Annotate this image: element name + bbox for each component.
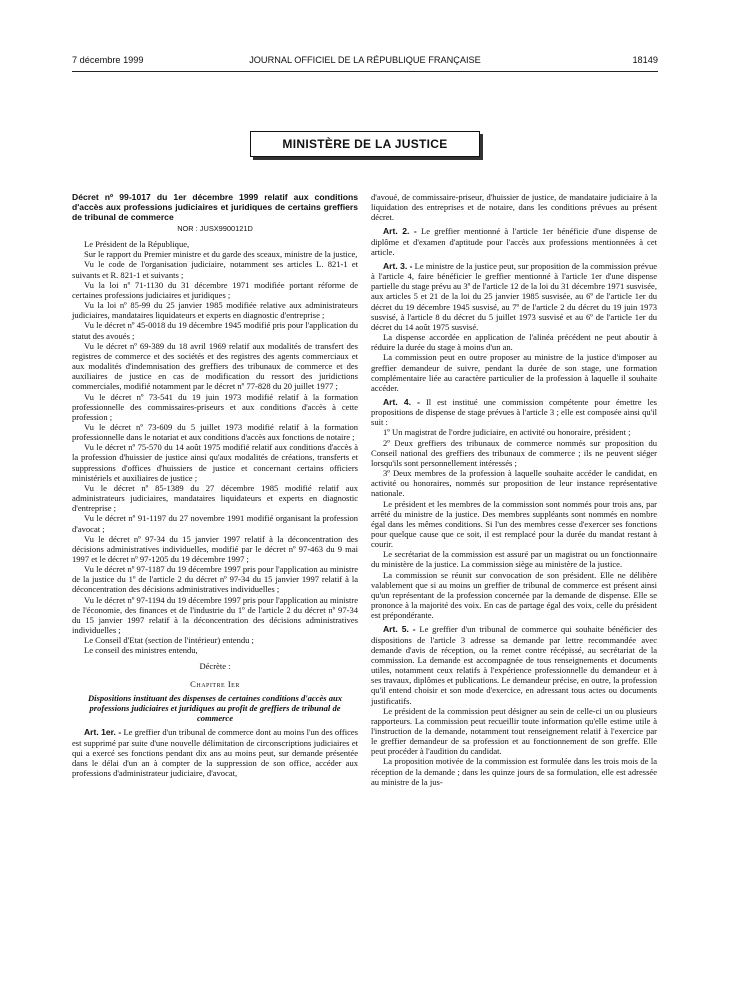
- article-2-label: Art. 2. -: [383, 226, 417, 237]
- visa-paragraph: Vu la loi nº 85-99 du 25 janvier 1985 modifiée relative aux administrateurs judiciaires, mandataires liquidateurs et experts en diagnostic d'entreprise ;: [72, 300, 358, 321]
- article-3-text: Le ministre de la justice peut, sur proposition de la commission prévue à l'article 4, faire bénéficier le greffier mentionné à l'article 1er d'une dispense partielle du stage prévu au 3º de l'article 12 de la loi du 31 décembre 1971 susvisée, aux articles 5 et 21 de la loi du 25 janvier 1985 susvisée, au 6º de l'article 1er du décret du 19 décembre 1945 susvisé, au 7º de l'article 2 du décret du 19 juin 1973 susvisé, à l'article 8 du décret du 5 juillet 1973 susvisé et au 6º de l'article 1er du décret du 14 août 1975 susvisé.: [371, 260, 658, 332]
- visa-paragraph: Vu le décret nº 69-389 du 18 avril 1969 relatif aux modalités de transfert des registres de commerce et des sociétés et des registres des agents commerciaux et aux modalités d'indemnisation des greffiers des tribunaux de commerce et des auxiliaires de justice en cas de modification du ressort des juridictions commerciales, modifié notamment par le décret nº 77-828 du 20 juillet 1977 ;: [72, 340, 358, 392]
- header-rule: [72, 71, 658, 72]
- decrete-line: Décrète :: [199, 660, 231, 671]
- article-4-item: 2º Deux greffiers des tribunaux de commerce nommés sur proposition du Conseil national des greffiers des tribunaux de commerce ; ils ne peuvent siéger lorsqu'ils sont personnellement intéressés ;: [371, 437, 657, 468]
- decree-nor: NOR : JUSX9900121D: [177, 224, 253, 233]
- article-2: [371, 226, 657, 256]
- visa-paragraph: Vu le décret nº 97-1194 du 19 décembre 1997 pris pour l'application au ministre de l'économie, des finances et de l'industrie du 1º de l'article 2 du décret nº 97-34 du 15 janvier 1997 relatif à la déconcentration des décisions administratives individuelles ;: [72, 594, 358, 636]
- article-4: [371, 397, 657, 427]
- left-column: [72, 192, 358, 778]
- article-1-text: Le greffier d'un tribunal de commerce dont au moins l'un des offices est supprimé par suite d'une nouvelle délimitation de circonscriptions judiciaires et qui a exercé ses fonctions pendant dix ans au moins peut, sur demande présentée dans le délai d'un an à compter de la suppression de son office, accéder aux professions d'administrateur judiciaire, d'avocat,: [72, 727, 358, 778]
- article-5: [371, 624, 657, 705]
- visa-paragraph: Le Président de la République,: [84, 239, 190, 250]
- article-5-paragraph: La proposition motivée de la commission est formulée dans les trois mois de la réception de la demande ; dans les quinze jours de sa formulation, elle est adressée au ministre de la jus-: [371, 756, 657, 787]
- visa-paragraph: Vu le décret nº 97-1187 du 19 décembre 1997 pris pour l'application au ministre de la justice du 1º de l'article 2 du décret nº 97-34 du 15 janvier 1997 relatif à la déconcentration des décisions administratives individuelles ;: [72, 564, 358, 595]
- article-3-paragraph: La dispense accordée en application de l'alinéa précédent ne peut aboutir à réduire la durée du stage à moins d'un an.: [371, 332, 657, 353]
- article-4-item: 1º Un magistrat de l'ordre judiciaire, en activité ou honoraire, président ;: [383, 427, 631, 438]
- visa-paragraph: Vu le décret nº 73-609 du 5 juillet 1973 modifié relatif à la formation professionnelle dans le notariat et aux conditions d'accès aux fonctions de notaire ;: [72, 421, 358, 443]
- visa-paragraph: Vu le décret nº 97-34 du 15 janvier 1997 relatif à la déconcentration des décisions administratives individuelles, modifié par le décret nº 97-463 du 9 mai 1997 et le décret nº 97-1205 du 19 décembre 1997 ;: [72, 533, 358, 564]
- article-2-text: Le greffier mentionné à l'article 1er bénéficie d'une dispense de diplôme et d'examen d'aptitude pour l'accès aux professions mentionnées à cet article.: [371, 226, 658, 257]
- article-3-paragraph: La commission peut en outre proposer au ministre de la justice d'imposer au greffier demandeur de suivre, pendant la durée de son stage, une formation complémentaire liée au caractère particulier de la profession à laquelle il souhaite accéder.: [371, 352, 657, 393]
- article-4-paragraph: La commission se réunit sur convocation de son président. Elle ne délibère valablement que si au moins un greffier de tribunal de commerce est présent ainsi qu'un représentant de la profession concernée par la demande de dispense. Elle se prononce à la majorité des voix. En cas de partage égal des voix, celle du président est prépondérante.: [371, 569, 657, 621]
- article-1-label: Art. 1er. -: [84, 727, 122, 738]
- visa-paragraph: Vu le code de l'organisation judiciaire, notamment ses articles L. 821-1 et suivants et R. 821-1 et suivants ;: [72, 259, 358, 280]
- article-4-paragraph: Le secrétariat de la commission est assuré par un magistrat ou un fonctionnaire du ministère de la justice. La commission siège au ministère de la justice.: [371, 549, 657, 570]
- visa-paragraph: Vu le décret nº 75-570 du 14 août 1975 modifié relatif aux conditions d'accès à la profession d'huissier de justice ainsi qu'aux modalités de créations, transferts et suppressions d'offices d'huissiers de justice et concernant certains officiers ministériels et auxiliaires de justice ;: [72, 442, 358, 483]
- article-3-label: Art. 3. -: [383, 260, 413, 271]
- article-5-label: Art. 5. -: [383, 624, 416, 635]
- article-3: [371, 261, 657, 332]
- header-date: 7 décembre 1999: [72, 55, 144, 65]
- chapter-title: Dispositions instituant des dispenses de certaines conditions d'accès aux professions judiciaires et juridiques au profit de greffiers de tribunal de commerce: [87, 692, 343, 724]
- article-4-paragraph: Le président et les membres de la commission sont nommés pour trois ans, par arrêté du ministre de la justice. Des membres suppléants sont nommés en nombre égal dans les mêmes conditions. Si l'un des membres cesse d'exercer ses fonctions pour quelque cause que ce soit, il est remplacé pour la durée du mandat restant à courir.: [371, 498, 657, 550]
- article-5-text: Le greffier d'un tribunal de commerce qui souhaite bénéficier des dispositions de l'article 3 adresse sa demande par lettre recommandée avec demande d'avis de réception, ou la remet contre récépissé, au secrétariat de la commission. La demande est accompagnée de tous renseignements et documents utiles, notamment ceux relatifs à l'expérience professionnelle du demandeur et à ses travaux, diplômes et publications. Le demandeur précise, en outre, la profession qu'il entend choisir et son mode d'exercice, en adressant tous actes ou documents justificatifs.: [371, 624, 657, 706]
- right-column: [371, 192, 657, 787]
- header-page-number: 18149: [632, 55, 658, 65]
- decree-title: Décret nº 99-1017 du 1er décembre 1999 relatif aux conditions d'accès aux professions judiciaires et juridiques de certains greffiers de tribunal de commerce: [72, 192, 358, 222]
- ministry-title: MINISTÈRE DE LA JUSTICE: [282, 137, 448, 151]
- chapter-heading: Chapitre Ier: [190, 678, 240, 689]
- article-4-label: Art. 4. -: [383, 396, 421, 407]
- visa-paragraph: Le Conseil d'Etat (section de l'intérieur) entendu ;: [84, 635, 254, 646]
- article-4-item: 3º Deux membres de la profession à laquelle souhaite accéder le candidat, en activité ou honoraires, nommés sur proposition de leur instance représentative nationale.: [371, 468, 657, 499]
- visa-paragraph: Vu le décret nº 91-1197 du 27 novembre 1991 modifié organisant la profession d'avocat ;: [72, 513, 358, 534]
- visa-paragraph: Vu le décret nº 45-0018 du 19 décembre 1945 modifié pris pour l'application du statut des avoués ;: [72, 320, 358, 341]
- visa-paragraph: Sur le rapport du Premier ministre et du garde des sceaux, ministre de la justice,: [84, 249, 358, 260]
- visa-paragraph: Vu le décret nº 73-541 du 19 juin 1973 modifié relatif à la formation professionnelle des commissaires-priseurs et aux conditions d'accès à cette profession ;: [72, 391, 358, 422]
- visa-paragraph: Vu la loi nº 71-1130 du 31 décembre 1971 modifiée portant réforme de certaines professions judiciaires et juridiques ;: [72, 279, 358, 300]
- header-journal-title: JOURNAL OFFICIEL DE LA RÉPUBLIQUE FRANÇAISE: [249, 55, 481, 65]
- article-1: [72, 727, 358, 778]
- visa-paragraph: Vu le décret nº 85-1389 du 27 décembre 1985 modifié relatif aux administrateurs judiciaires, mandataires liquidateurs et experts en diagnostic d'entreprise ;: [72, 482, 358, 514]
- article-1-continued: d'avoué, de commissaire-priseur, d'huissier de justice, de mandataire judiciaire à la liquidation des entreprises et de notaire, dans les conditions prévues au présent décret.: [371, 192, 657, 223]
- article-4-text: Il est institué une commission compétente pour émettre les propositions de dispense de stage prévues à l'article 3 ; elle est composée ainsi qu'il suit :: [371, 396, 657, 428]
- visa-paragraph: Le conseil des ministres entendu,: [84, 645, 198, 656]
- page-header: [72, 55, 658, 69]
- article-5-paragraph: Le président de la commission peut désigner au sein de celle-ci un ou plusieurs rapporteurs. La commission peut recueillir toute information qu'elle estime utile à l'instruction de la demande, notamment tout renseignement relatif à l'exercice par le greffier demandeur de sa profession et au fonctionnement de son greffe. Elle peut procéder à l'audition du candidat.: [371, 705, 657, 757]
- ministry-box: [250, 131, 480, 157]
